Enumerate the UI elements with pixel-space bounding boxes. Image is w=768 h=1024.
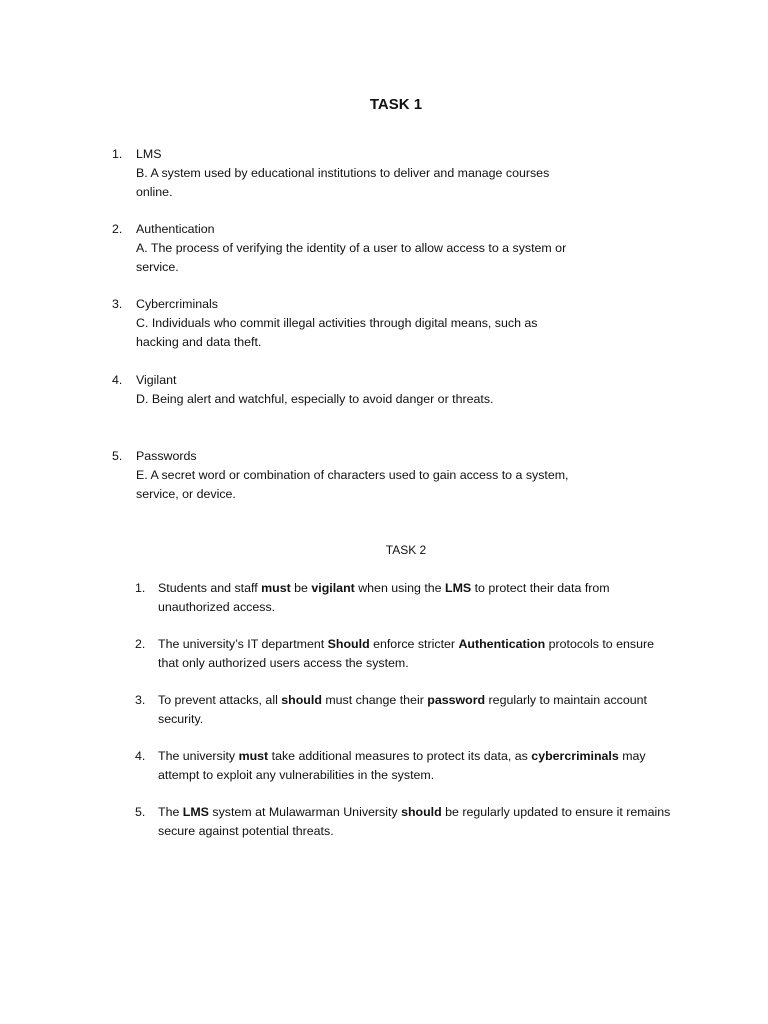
task1-item [112,145,592,202]
item-definition: C. Individuals who commit illegal activities through digital means, such as [136,316,538,330]
task1-title: TASK 1 [369,96,423,113]
keyword: LMS [182,805,209,819]
item-number: 3. [135,693,146,707]
task1-item [112,447,592,504]
keyword: password [427,693,486,707]
task2-item [135,747,695,785]
item-number: 4. [135,749,146,763]
keyword: vigilant [311,581,355,595]
task1-item [112,295,592,352]
sentence-line: To prevent attacks, all should must change their password regularly to maintain account [158,693,647,707]
item-number: 2. [135,637,146,651]
task2-title: TASK 2 [385,543,427,557]
keyword: should [401,805,442,819]
keyword: LMS [445,581,472,595]
item-definition-cont: service, or device. [136,487,236,501]
sentence-line-cont: secure against potential threats. [158,824,334,838]
item-number: 1. [112,147,123,161]
item-definition-cont: hacking and data theft. [136,335,262,349]
sentence-line-cont: that only authorized users access the system. [158,656,409,670]
item-term: Vigilant [136,373,177,387]
keyword: Should [327,637,370,651]
item-term: LMS [136,147,162,161]
keyword: should [281,693,322,707]
item-term: Cybercriminals [136,297,218,311]
item-number: 4. [112,373,123,387]
sentence-line: The LMS system at Mulawarman University should be regularly updated to ensure it remains [158,805,671,819]
sentence-line-cont: unauthorized access. [158,600,276,614]
keyword: cybercriminals [531,749,619,763]
task2-item [135,635,695,673]
item-definition-cont: online. [136,185,173,199]
task2-item [135,691,695,729]
task1-item [112,220,592,277]
sentence-line: Students and staff must be vigilant when using the LMS to protect their data from [158,581,610,595]
task2-item [135,803,695,841]
item-definition: A. The process of verifying the identity of a user to allow access to a system or [136,241,567,255]
item-number: 1. [135,581,146,595]
sentence-line-cont: attempt to exploit any vulnerabilities in the system. [158,768,435,782]
task1-item [112,371,592,409]
item-number: 5. [135,805,146,819]
item-definition: B. A system used by educational institutions to deliver and manage courses [136,166,550,180]
sentence-line-cont: security. [158,712,204,726]
sentence-line: The university’s IT department Should enforce stricter Authentication protocols to ensure [158,637,655,651]
item-definition-cont: service. [136,260,179,274]
item-definition: E. A secret word or combination of characters used to gain access to a system, [136,468,569,482]
item-number: 5. [112,449,123,463]
keyword: must [261,581,291,595]
keyword: Authentication [458,637,546,651]
task2-item [135,579,695,617]
item-term: Authentication [136,222,215,236]
item-definition: D. Being alert and watchful, especially to avoid danger or threats. [136,392,494,406]
sentence-line: The university must take additional measures to protect its data, as cybercriminals may [158,749,646,763]
item-number: 3. [112,297,123,311]
item-term: Passwords [136,449,197,463]
item-number: 2. [112,222,123,236]
keyword: must [238,749,269,763]
